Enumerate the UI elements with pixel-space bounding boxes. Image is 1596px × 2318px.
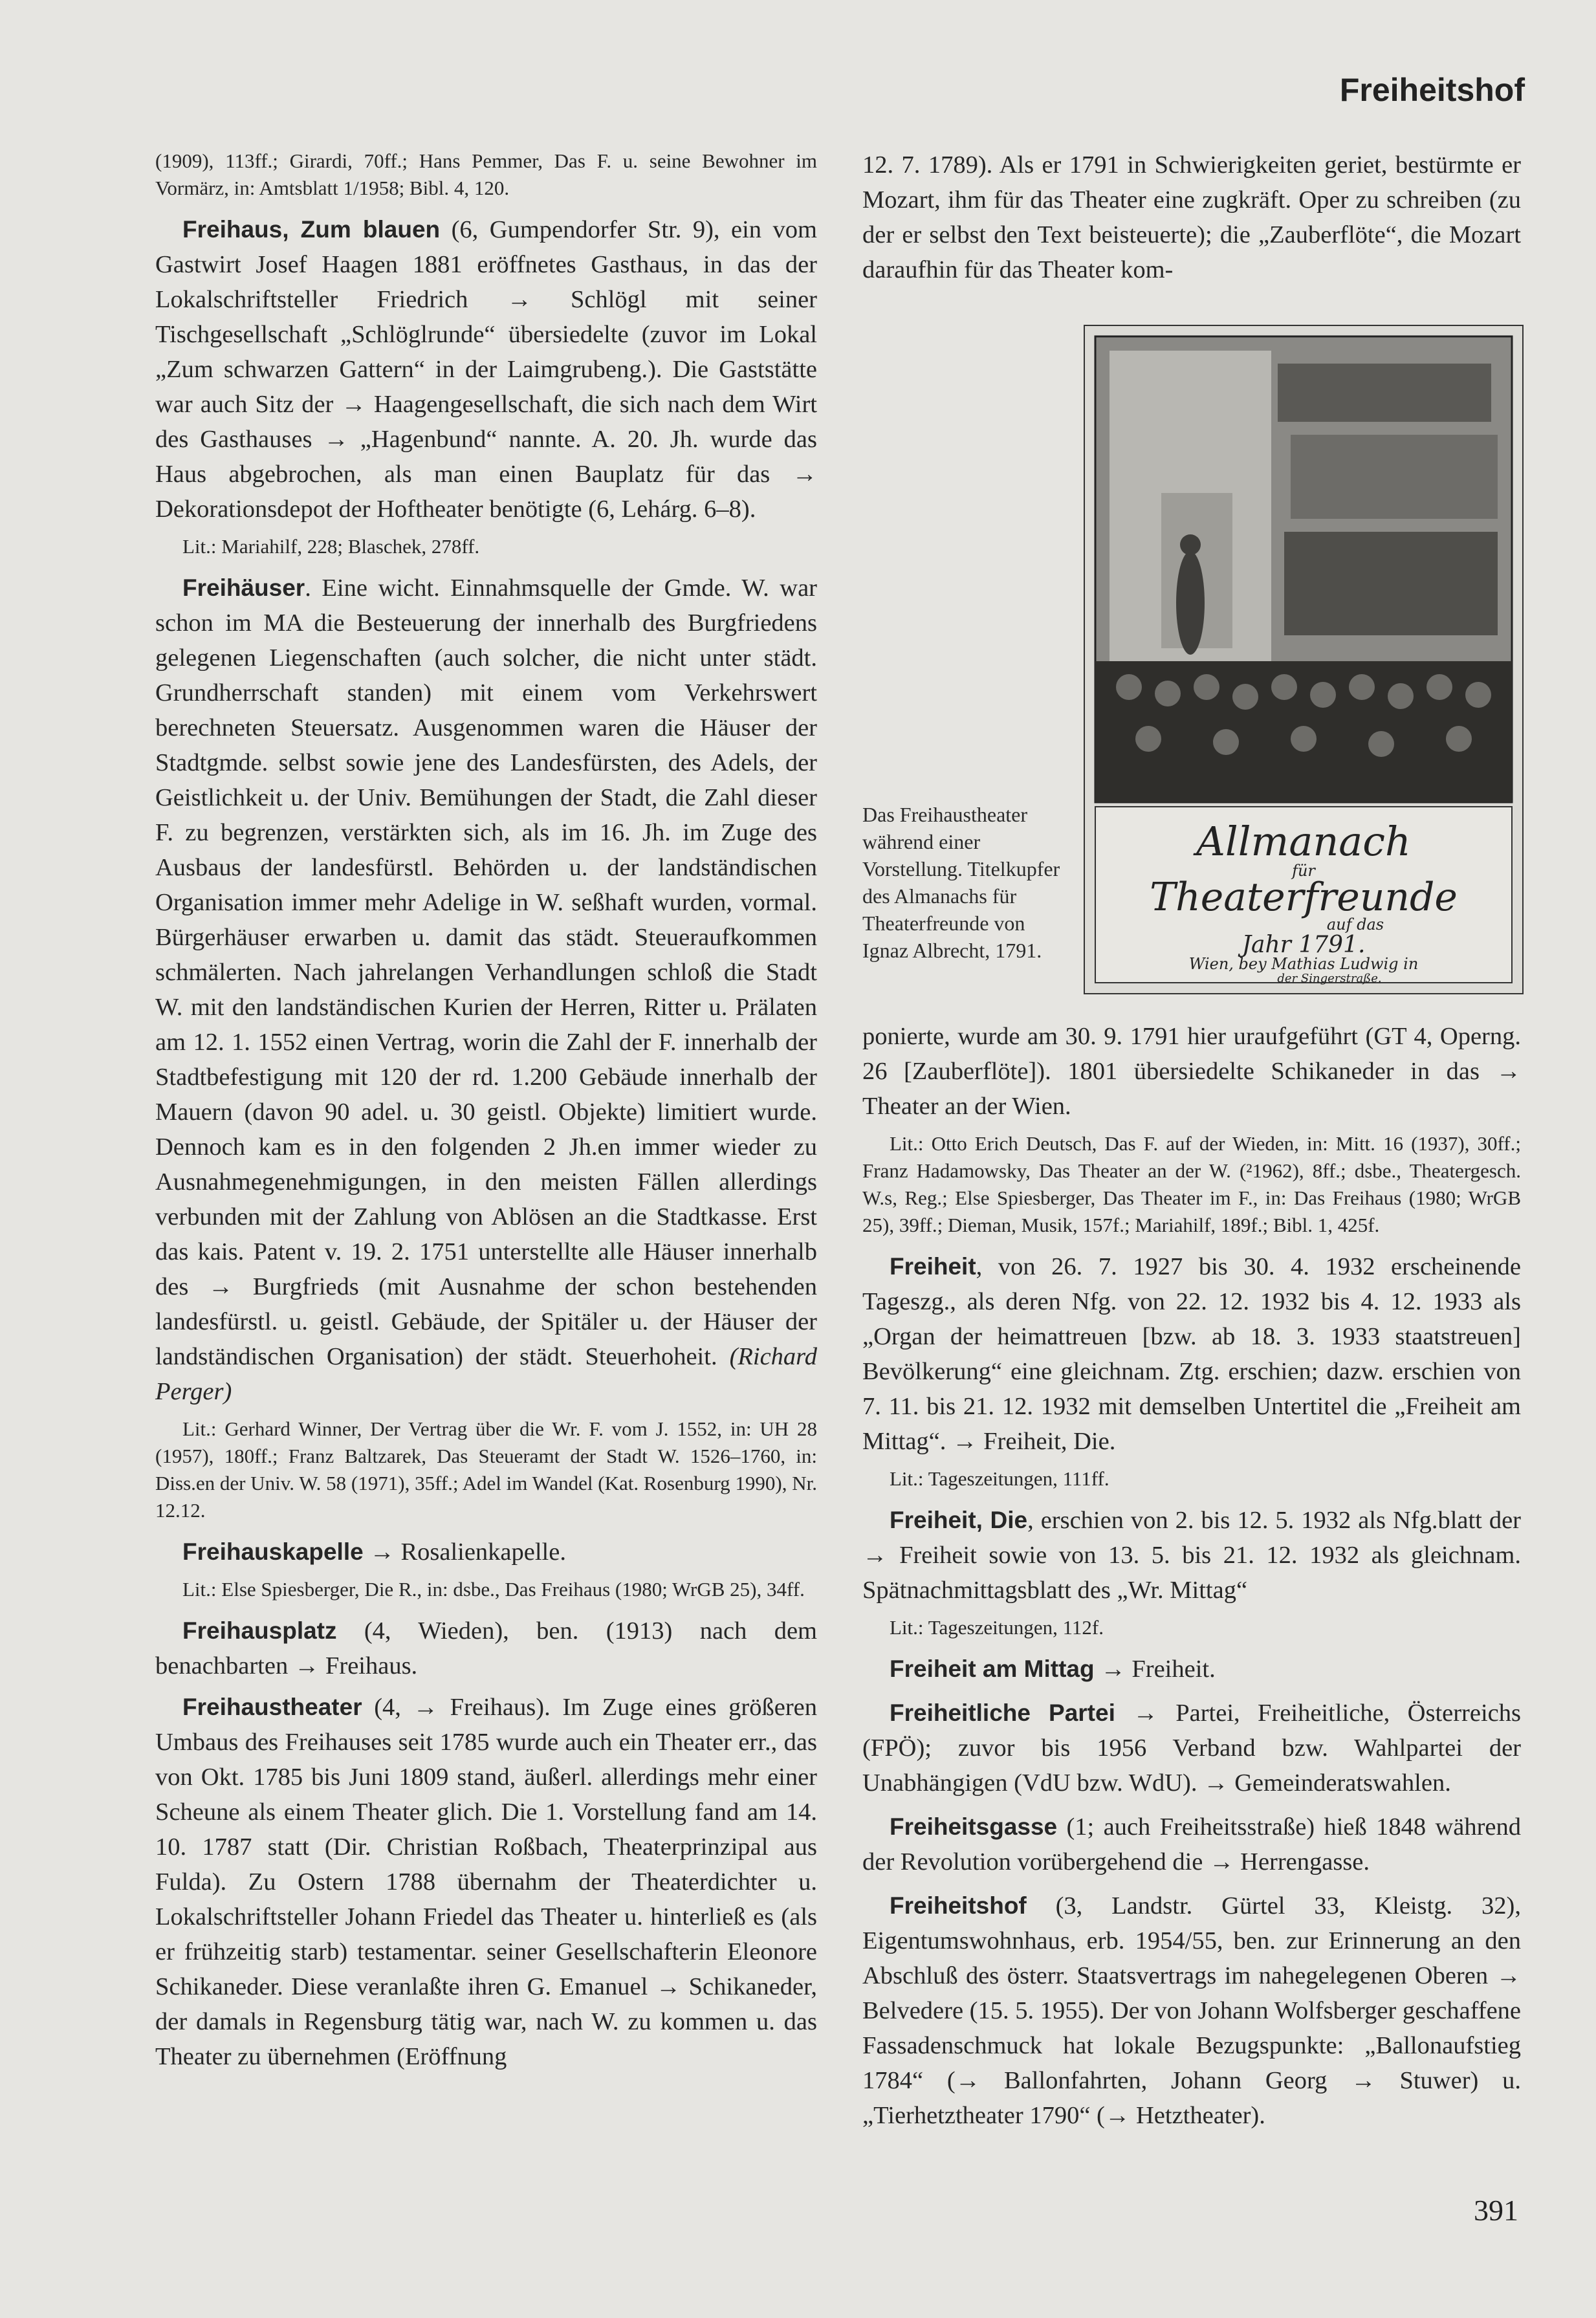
headword: Freiheit, Die xyxy=(890,1507,1028,1533)
entry-text: , erschien von 2. bis 12. 5. 1932 als Nfg.blatt der → Freiheit sowie von 13. 5. bis 21. 12. 1932 als gleichnam. Spätnachmittagsblatt des „Wr. Mittag“ xyxy=(862,1507,1521,1604)
entry-text: → Partei, Freiheitliche, Österreichs (FPÖ); zuvor bis 1956 Verband bzw. Wahlpartei der Unabhängigen (VdU bzw. WdU). → Gemeinderatswahlen. xyxy=(862,1700,1521,1797)
continued-text: 12. 7. 1789). Als er 1791 in Schwierigkeiten geriet, bestürmte er Mozart, ihm für das Theater eine zugkräft. Oper zu schreiben (zu der er selbst den Text beisteuerte); die „Zauberflöte“, die Mozart daraufhin für das Theater kom- xyxy=(862,151,1521,283)
headword: Freiheitshof xyxy=(890,1892,1027,1919)
literature: Lit.: Otto Erich Deutsch, Das F. auf der Wieden, in: Mitt. 16 (1937), 30ff.; Franz Hadamowsky, Das Theater an der W. (²1962), 8ff.; dsbe., Theatergesch. W.s, Reg.; Else Spiesberger, Das Theater im F., in: Das Freihaus (1980; WrGB 25), 39ff.; Dieman, Musik, 157f.; Mariahilf, 189f.; Bibl. 1, 425f. xyxy=(862,1132,1521,1236)
continued-literature: (1909), 113ff.; Girardi, 70ff.; Hans Pemmer, Das F. u. seine Bewohner im Vormärz, in: Amtsblatt 1/1958; Bibl. 4, 120. xyxy=(155,149,817,199)
entry-freiheitshof xyxy=(862,1888,1521,2133)
entry-text: , von 26. 7. 1927 bis 30. 4. 1932 erscheinende Tageszg., als deren Nfg. von 22. 12. 1932 bis 4. 12. 1933 als „Organ der heimattreuen [bzw. ab 18. 3. 1933 staatstreuen] Bevölkerung“ eine gleichnam. Ztg. erschien; dazw. erschien von 7. 11. bis 21. 12. 1932 mit demselben Untertitel die „Freiheit am Mittag“. → Freiheit, Die. xyxy=(862,1253,1521,1455)
headword: Freihäuser xyxy=(182,574,305,601)
headword: Freiheitliche Partei xyxy=(890,1700,1115,1726)
engraving-title: Allmanach xyxy=(1196,818,1411,865)
literature: Lit.: Gerhard Winner, Der Vertrag über die Wr. F. vom J. 1552, in: UH 28 (1957), 180ff.; Franz Baltzarek, Das Steueramt der Stadt W. 1526–1760, in: Diss.en der Univ. W. 58 (1971), 35ff.; Adel im Wandel (Kat. Rosenburg 1990), Nr. 12.12. xyxy=(155,1417,817,1522)
engraving-title-fuer: für xyxy=(1292,862,1315,880)
entry-freihaeuser xyxy=(155,571,817,1409)
left-column xyxy=(155,148,817,2074)
entry-freiheit-die xyxy=(862,1503,1521,1608)
entry-text: (4, → Freihaus). Im Zuge eines größeren Umbaus des Freihauses seit 1785 wurde auch ein Theater err., das von Okt. 1785 bis Juni 1809 stand, äußerl. allerdings mehr einer Scheune als einem Theater glich. Die 1. Vorstellung fand am 14. 10. 1787 statt (Dir. Christian Roßbach, Theaterprinzipal aus Fulda). Zu Ostern 1788 übernahm der Theaterdichter u. Lokalschriftsteller Johann Friedel das Theater u. hinterließ es (als er frühzeitig starb) testamentar. seiner Gesellschafterin Eleonore Schikaneder. Diese veranlaßte ihren G. Emanuel → Schikaneder, der damals in Regensburg tätig war, nach W. zu kommen u. das Theater zu übernehmen (Eröffnung xyxy=(155,1694,817,2070)
entry-freihauskapelle xyxy=(155,1535,817,1569)
entry-freiheitsgasse xyxy=(862,1810,1521,1879)
engraving-title-theaterfreunde: Theaterfreunde xyxy=(1150,875,1458,920)
engraving-imprint-street: der Singerstraße. xyxy=(1277,972,1382,985)
right-column-bottom xyxy=(862,1019,1521,2133)
entry-freiheitliche-partei xyxy=(862,1696,1521,1800)
engraving-title-year: Jahr 1791. xyxy=(1241,932,1366,958)
entry-text: (6, Gumpendorfer Str. 9), ein vom Gastwirt Josef Haagen 1881 eröffnetes Gasthaus, in das der Lokalschriftsteller Friedrich → Schlögl mit seiner Tischgesellschaft „Schlöglrunde“ übersiedelte (zuvor im Lokal „Zum schwarzen Gattern“ in der Laimgrubeng.). Die Gaststätte war auch Sitz der → Haagengesellschaft, die sich nach dem Wirt des Gasthauses → „Hagenbund“ nannte. A. 20. Jh. wurde das Haus abgebrochen, als man einen Bauplatz für das → Dekorationsdepot der Hoftheater benötigte (6, Lehárg. 6–8). xyxy=(155,216,817,523)
running-head: Freiheitshof xyxy=(1339,72,1525,108)
headword: Freiheit am Mittag xyxy=(890,1656,1095,1682)
entry-freiheit xyxy=(862,1249,1521,1459)
literature: Lit.: Mariahilf, 228; Blaschek, 278ff. xyxy=(182,535,480,558)
headword: Freihaus, Zum blauen xyxy=(182,216,441,243)
entry-text: (3, Landstr. Gürtel 33, Kleistg. 32), Eigentumswohnhaus, erb. 1954/55, ben. zur Erinnerung an den Abschluß des österr. Staatsvertrags im nahegelegenen Oberen → Belvedere (15. 5. 1955). Der von Johann Wolfsberger geschaffene Fassadenschmuck hat lokale Bezugspunkte: „Ballonaufstieg 1784“ (→ Ballonfahrten, Johann Georg → Stuwer) u. „Tierhetztheater 1790“ (→ Hetztheater). xyxy=(862,1892,1521,2129)
right-column-top xyxy=(862,148,1521,287)
engraving-title-auf-das: auf das xyxy=(1326,915,1384,934)
entry-text: → Rosalienkapelle. xyxy=(363,1538,566,1566)
literature: Lit.: Else Spiesberger, Die R., in: dsbe., Das Freihaus (1980; WrGB 25), 34ff. xyxy=(182,1578,805,1601)
literature: Lit.: Tageszeitungen, 111ff. xyxy=(890,1467,1110,1490)
entry-freihausplatz xyxy=(155,1613,817,1683)
entry-text: → Freiheit. xyxy=(1094,1656,1216,1683)
headword: Freihauskapelle xyxy=(182,1538,364,1565)
headword: Freihausplatz xyxy=(182,1617,337,1644)
entry-text: (1; auch Freiheitsstraße) hieß 1848 während der Revolution vorübergehend die → Herrengasse. xyxy=(862,1813,1521,1875)
title-engraving xyxy=(1084,325,1524,994)
author: (Richard Perger) xyxy=(155,1343,817,1405)
figure-caption: Das Freihaustheater während einer Vorstellung. Titelkupfer des Almanachs für Theaterfreunde von Ignaz Albrecht, 1791. xyxy=(862,803,1060,962)
continued-text: ponierte, wurde am 30. 9. 1791 hier uraufgeführt (GT 4, Operng. 26 [Zauberflöte]). 1801 übersiedelte Schikaneder in das → Theater an der Wien. xyxy=(862,1023,1521,1120)
headword: Freihaustheater xyxy=(182,1694,362,1720)
headword: Freiheitsgasse xyxy=(890,1813,1058,1840)
entry-freiheit-am-mittag xyxy=(862,1652,1521,1687)
engraving-imprint: Wien, bey Mathias Ludwig in xyxy=(1188,955,1419,973)
page-number: 391 xyxy=(1474,2194,1518,2227)
entry-freihaus-zum-blauen xyxy=(155,212,817,527)
headword: Freiheit xyxy=(890,1253,976,1280)
entry-text: . Eine wicht. Einnahmsquelle der Gmde. W. war schon im MA die Besteuerung der innerhalb des Burgfriedens gelegenen Liegenschaften (auch solcher, die nicht unter städt. Grundherrschaft standen) mit einem vom Verkehrswert berechneten Steuersatz. Ausgenommen waren die Häuser der Stadtgmde. selbst sowie jene des Landesfürsten, des Adels, der Geistlichkeit u. der Univ. Bemühungen der Stadt, die Zahl dieser F. zu begrenzen, verstärkten sich, als im 16. Jh. im Zuge des Ausbaus der landesfürstl. Behörden u. der landständischen Organisation immer mehr Adelige in W. seßhaft wurden, vormal. Bürgerhäuser erwarben u. damit das städt. Steueraufkommen schmälerten. Nach jahrelangen Verhandlungen schloß die Stadt W. mit den landständischen Kurien der Herren, Ritter u. Prälaten am 12. 1. 1552 einen Vertrag, worin die Zahl der F. innerhalb der Stadtbefestigung mit 120 der rd. 1.200 Gebäude innerhalb der Mauern (davon 90 adel. u. 30 geistl. Objekte) limitiert wurde. Dennoch kam es in den folgenden 2 Jh.en immer wieder zu Ausnahmegenehmigungen, in den meisten Fällen allerdings verbunden mit der Zahlung von Ablösen an die Stadtkasse. Erst das kais. Patent v. 19. 2. 1751 unterstellte alle Häuser innerhalb des → Burgfrieds (mit Ausnahme der schon bestehenden landesfürstl. u. geistl. Gebäude, der Spitäler u. der Häuser der landständischen Organisation) der städt. Steuerhoheit. xyxy=(155,574,817,1370)
literature: Lit.: Tageszeitungen, 112f. xyxy=(890,1616,1104,1639)
entry-freihaustheater xyxy=(155,1690,817,2074)
entry-text: (4, Wieden), ben. (1913) nach dem benachbarten → Freihaus. xyxy=(155,1617,817,1679)
